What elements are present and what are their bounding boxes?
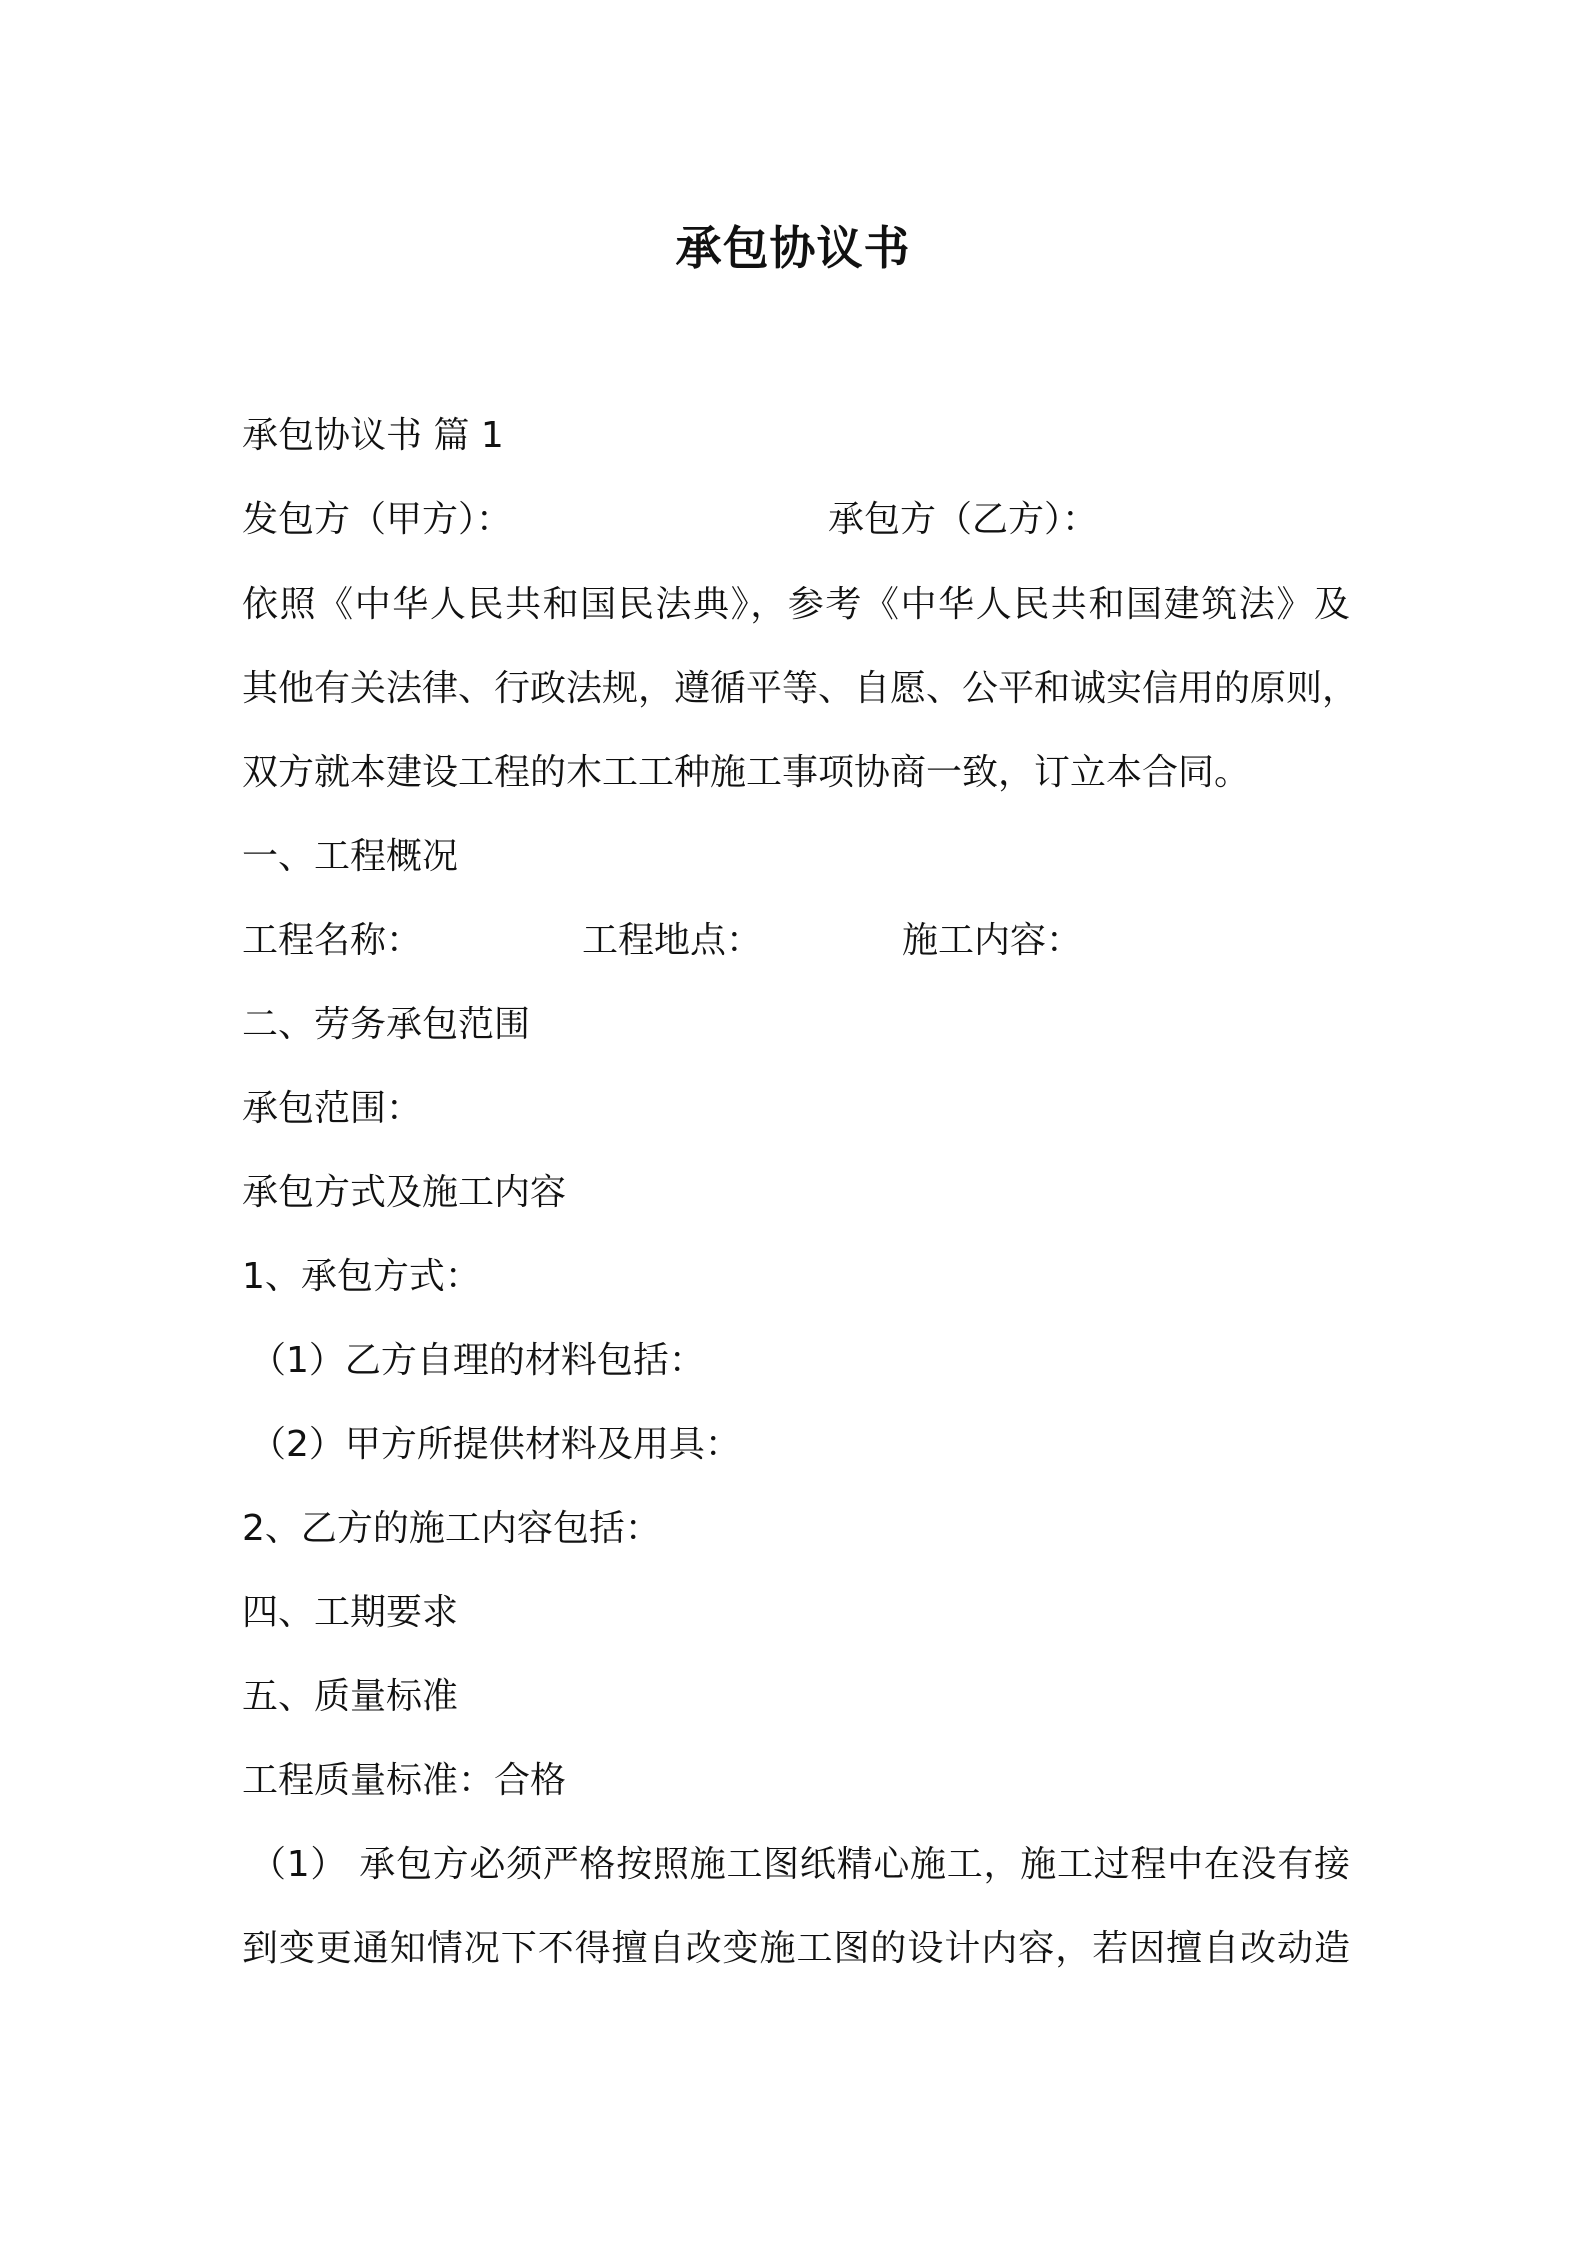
- method-heading: 承包方式及施工内容: [242, 1172, 567, 1213]
- project-content-label: 施工内容：: [902, 920, 1083, 961]
- contractor-label: 承包方（乙方）：: [828, 499, 1099, 540]
- quality-para-line-1: （1） 承包方必须严格按照施工图纸精心施工，施工过程中在没有接: [250, 1844, 1350, 1885]
- sec2-heading: 二、劳务承包范围: [242, 1004, 531, 1045]
- scope-label: 承包范围：: [242, 1088, 423, 1129]
- intro-line-1: 依照《中华人民共和国民法典》，参考《中华人民共和国建筑法》及: [242, 584, 1350, 625]
- quality-standard: 工程质量标准：合格: [242, 1760, 567, 1801]
- item-2: 2、乙方的施工内容包括：: [242, 1508, 661, 1549]
- employer-label: 发包方（甲方）：: [242, 499, 513, 540]
- quality-para-line-2: 到变更通知情况下不得擅自改变施工图的设计内容，若因擅自改动造: [242, 1928, 1350, 1969]
- intro-line-3: 双方就本建设工程的木工工种施工事项协商一致，订立本合同。: [242, 752, 1251, 793]
- sec4-heading: 四、工期要求: [242, 1592, 459, 1633]
- intro-line-2: 其他有关法律、行政法规，遵循平等、自愿、公平和诚实信用的原则，: [242, 668, 1359, 709]
- project-name-label: 工程名称：: [242, 920, 423, 961]
- item-1-sub-1: （1）乙方自理的材料包括：: [250, 1340, 705, 1381]
- section-heading: 承包协议书 篇 1: [242, 415, 504, 456]
- sec1-heading: 一、工程概况: [242, 836, 459, 877]
- document-title: 承包协议书: [675, 221, 911, 275]
- item-1: 1、承包方式：: [242, 1256, 481, 1297]
- project-location-label: 工程地点：: [582, 920, 763, 961]
- item-1-sub-2: （2）甲方所提供材料及用具：: [250, 1424, 741, 1465]
- sec5-heading: 五、质量标准: [242, 1676, 459, 1717]
